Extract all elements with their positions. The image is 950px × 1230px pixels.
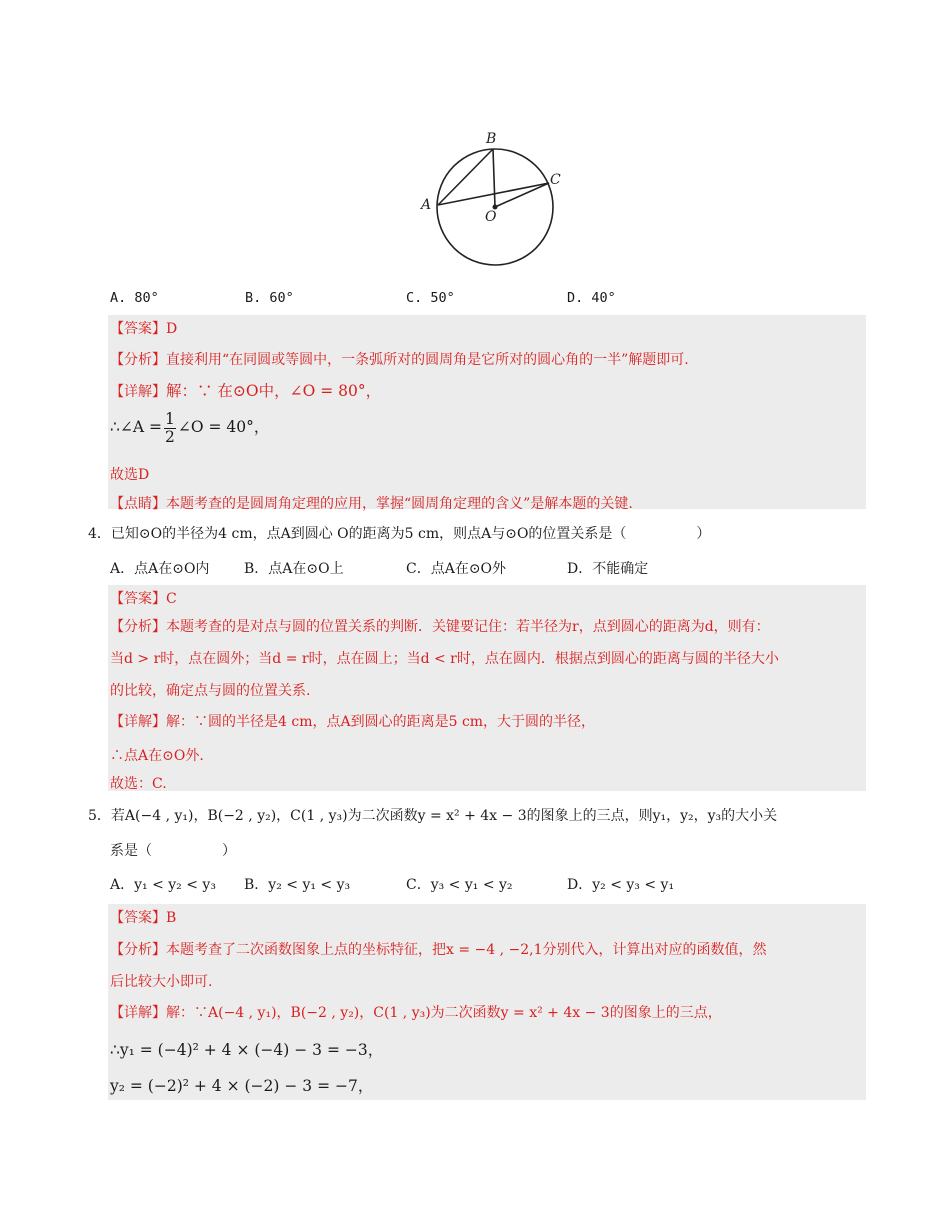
fraction-denominator: 2 — [164, 427, 175, 446]
answer-tag: 【答案】 — [110, 591, 166, 607]
fraction-numerator: 1 — [164, 409, 175, 428]
label-b: B — [486, 131, 497, 147]
q4-stem: 4．已知⊙O的半径为4 cm，点A到圆心 O的距离为5 cm，则点A与⊙O的位置关系是（ ） — [88, 526, 711, 542]
q5-option-a: A．y₁ < y₂ < y₃ — [110, 877, 216, 893]
q3-comment-line — [110, 493, 633, 513]
q4-analysis-line-2: 当d > r时，点在圆外；当d = r时，点在圆上；当d < r时，点在圆内．根据点到圆心的距离与圆的半径大小 — [110, 651, 779, 667]
q5-analysis-line-2: 后比较大小即可. — [110, 974, 213, 990]
q5-detail-line — [110, 1002, 722, 1022]
detail-text: 解：∵A(−4 , y₁)，B(−2 , y₂)，C(1 , y₃)为二次函数y = x² + 4x − 3的图象上的三点， — [166, 1005, 722, 1021]
analysis-text: 本题考查的是对点与圆的位置关系的判断．关键要记住：若半径为r，点到圆心的距离为d，则有： — [166, 619, 770, 635]
q5-stem-line-2: 系是（ ） — [110, 843, 236, 859]
q4-conclusion: 故选：C. — [110, 776, 167, 792]
q5-option-c: C．y₃ < y₁ < y₂ — [406, 877, 513, 893]
formula-suffix: ∠O = 40°， — [177, 418, 270, 436]
q5-detail-line-2: ∴y₁ = (−4)² + 4 × (−4) − 3 = −3， — [110, 1041, 384, 1059]
q4-analysis-line-3: 的比较，确定点与圆的位置关系. — [110, 683, 311, 699]
answer-tag: 【答案】 — [110, 321, 166, 337]
circle-figure — [415, 125, 575, 270]
detail-tag: 【详解】 — [110, 384, 166, 400]
q4-analysis-line — [110, 616, 770, 636]
label-c: C — [550, 172, 561, 188]
q3-analysis-line — [110, 349, 689, 369]
comment-tag: 【点睛】 — [110, 496, 166, 512]
q4-detail-line-2: ∴点A在⊙O外. — [110, 748, 204, 764]
analysis-tag: 【分析】 — [110, 619, 166, 635]
q3-detail-line — [110, 379, 381, 401]
fraction-half — [164, 411, 176, 446]
q4-answer-line — [110, 588, 177, 608]
q4-option-a: A．点A在⊙O内 — [110, 561, 210, 577]
q5-option-d: D．y₂ < y₃ < y₁ — [567, 877, 675, 893]
q4-options — [110, 558, 810, 578]
q4-option-c: C．点A在⊙O外 — [406, 561, 507, 577]
q3-option-a: A. 80° — [110, 290, 159, 306]
detail-text: 解：∵圆的半径是4 cm，点A到圆心的距离是5 cm，大于圆的半径， — [166, 714, 596, 730]
q5-stem-line-1: 5．若A(−4 , y₁)，B(−2 , y₂)，C(1 , y₃)为二次函数y = x² + 4x − 3的图象上的三点，则y₁，y₂，y₃的大小关 — [88, 808, 778, 824]
formula-prefix: ∴∠A = — [110, 418, 162, 436]
answer-tag: 【答案】 — [110, 910, 166, 926]
q5-options — [110, 874, 810, 894]
analysis-tag: 【分析】 — [110, 352, 166, 368]
q5-detail-line-3: y₂ = (−2)² + 4 × (−2) − 3 = −7， — [110, 1077, 374, 1095]
q3-options — [110, 290, 810, 310]
answer-value: D — [166, 321, 178, 337]
analysis-tag: 【分析】 — [110, 942, 166, 958]
answer-value: B — [166, 910, 177, 926]
q3-answer-line — [110, 318, 177, 338]
answer-value: C — [166, 591, 177, 607]
detail-text: 解：∵ 在⊙O中，∠O = 80°， — [166, 382, 382, 400]
q5-answer-line — [110, 907, 176, 927]
q3-option-d: D. 40° — [567, 290, 616, 306]
q5-analysis-line — [110, 939, 767, 959]
detail-tag: 【详解】 — [110, 714, 166, 730]
q3-option-b: B. 60° — [245, 290, 294, 306]
comment-text: 本题考查的是圆周角定理的应用，掌握“圆周角定理的含义”是解本题的关键. — [166, 496, 633, 512]
label-a: A — [421, 197, 432, 213]
analysis-text: 直接利用“在同圆或等圆中，一条弧所对的圆周角是它所对的圆心角的一半”解题即可. — [166, 352, 689, 368]
q3-conclusion: 故选D — [110, 467, 150, 483]
q4-option-b: B．点A在⊙O上 — [244, 561, 344, 577]
detail-tag: 【详解】 — [110, 1005, 166, 1021]
q5-option-b: B．y₂ < y₁ < y₃ — [244, 877, 351, 893]
label-o: O — [485, 209, 497, 225]
q4-detail-line — [110, 711, 595, 731]
analysis-text: 本题考查了二次函数图象上点的坐标特征，把x = −4 , −2,1分别代入，计算出对应的函数值，然 — [166, 942, 767, 958]
q4-option-d: D．不能确定 — [567, 561, 649, 577]
q3-detail-formula — [110, 410, 269, 446]
q3-option-c: C. 50° — [406, 290, 455, 306]
